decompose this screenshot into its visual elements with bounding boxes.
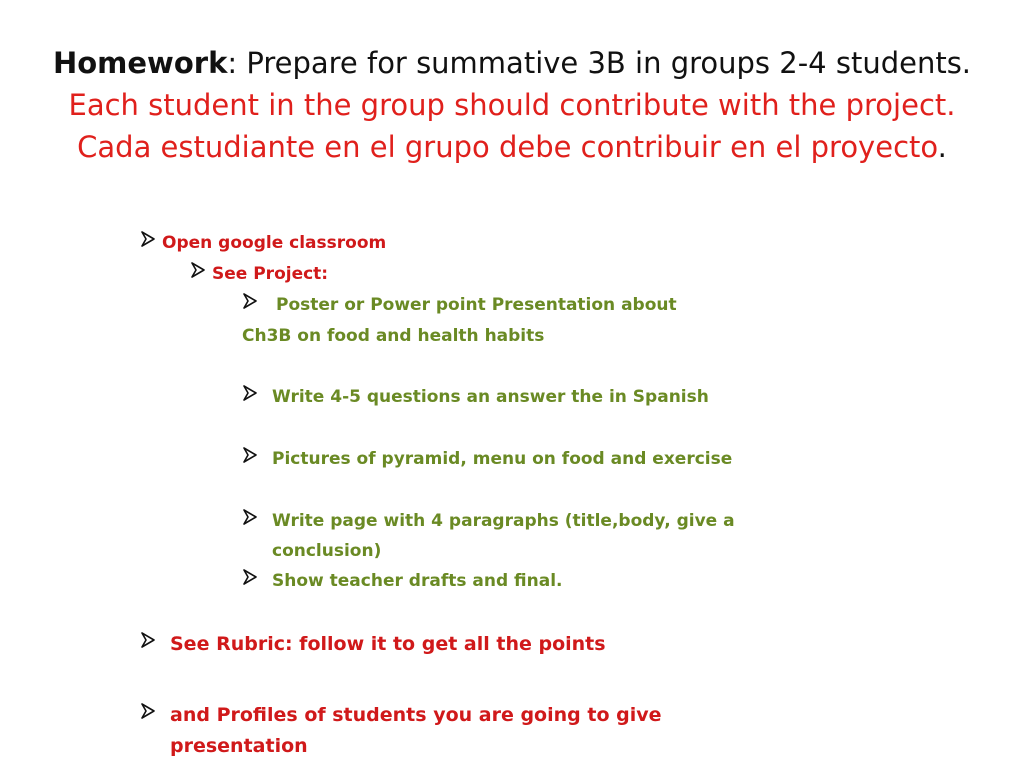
bullet-pictures [242, 444, 732, 474]
arrow-bullet-icon [140, 703, 170, 719]
bullet-text: Write 4-5 questions an answer the in Spanish [272, 387, 709, 407]
bullet-profiles-continued: presentation [170, 735, 308, 757]
arrow-bullet-icon [140, 231, 162, 247]
arrow-bullet-icon [242, 293, 276, 309]
homework-label: Homework [52, 46, 228, 80]
bullet-poster-continued: Ch3B on food and health habits [242, 326, 545, 346]
bullet-show-teacher [242, 566, 563, 596]
arrow-bullet-icon [242, 385, 272, 401]
title-line-spanish: Cada estudiante en el grupo debe contribuir en el proyecto. [77, 130, 947, 164]
title-line-1 [40, 42, 984, 84]
bullet-text: Poster or Power point Presentation about [276, 295, 677, 315]
bullet-open-classroom [140, 228, 386, 258]
bullet-text: Pictures of pyramid, menu on food and exercise [272, 449, 733, 469]
arrow-bullet-icon [190, 262, 212, 278]
bullet-text: See Rubric: follow it to get all the points [170, 633, 606, 655]
bullet-see-project [190, 259, 328, 289]
bullet-see-rubric [140, 629, 606, 659]
title-line-english: Each student in the group should contribute with the project. [68, 88, 956, 122]
bullet-text: and Profiles of students you are going to give [170, 704, 662, 726]
homework-text: : Prepare for summative 3B in groups 2-4 students. [227, 46, 972, 80]
arrow-bullet-icon [242, 569, 272, 585]
arrow-bullet-icon [140, 632, 170, 648]
bullet-write-page [242, 506, 735, 536]
bullet-text: Write page with 4 paragraphs (title,body, give a [272, 511, 735, 531]
bullet-text: Show teacher drafts and final. [272, 571, 563, 591]
bullet-poster [242, 290, 677, 320]
bullet-text: See Project: [212, 264, 329, 284]
bullet-write-page-continued: conclusion) [272, 541, 382, 561]
arrow-bullet-icon [242, 447, 272, 463]
bullet-profiles [140, 700, 662, 730]
arrow-bullet-icon [242, 509, 272, 525]
slide-title [40, 42, 984, 168]
bullet-text: Open google classroom [162, 233, 387, 253]
bullet-write-questions [242, 382, 709, 412]
